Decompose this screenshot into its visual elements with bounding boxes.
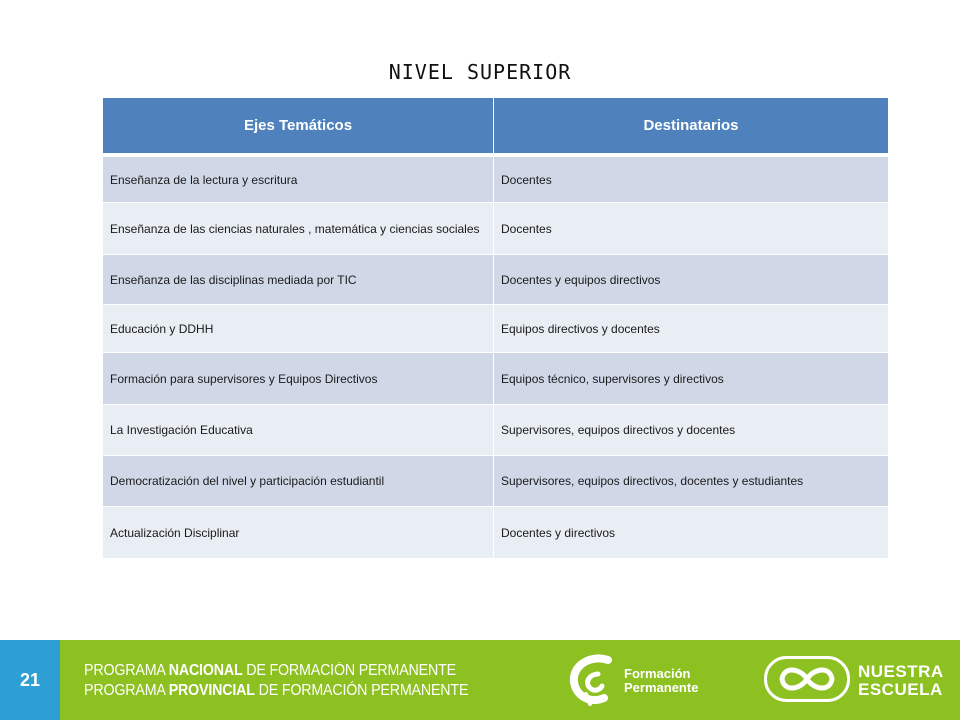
slide-title: NIVEL SUPERIOR <box>388 60 572 84</box>
logo1-line2: Permanente <box>624 680 699 695</box>
logo2-line1: NUESTRA <box>858 662 944 681</box>
footer-bar <box>0 640 960 720</box>
table-row <box>103 352 888 404</box>
table-row <box>103 506 888 558</box>
table-row <box>103 404 888 455</box>
cell-destinatarios: Equipos técnico, supervisores y directivos <box>493 352 888 404</box>
cell-destinatarios: Docentes <box>493 156 888 202</box>
table-row <box>103 254 888 304</box>
table-header-row <box>103 98 888 156</box>
topics-table <box>103 98 888 558</box>
cell-eje: Enseñanza de la lectura y escritura <box>103 156 493 202</box>
cell-destinatarios: Equipos directivos y docentes <box>493 304 888 352</box>
cell-destinatarios: Supervisores, equipos directivos y docentes <box>493 404 888 455</box>
table-row <box>103 156 888 202</box>
cell-eje: La Investigación Educativa <box>103 404 493 455</box>
cell-destinatarios: Docentes y equipos directivos <box>493 254 888 304</box>
table-row <box>103 455 888 506</box>
cell-destinatarios: Docentes <box>493 202 888 254</box>
cell-destinatarios: Supervisores, equipos directivos, docentes y estudiantes <box>493 455 888 506</box>
logo1-line1: Formación <box>624 666 691 681</box>
cell-eje: Democratización del nivel y participación estudiantil <box>103 455 493 506</box>
cell-eje: Formación para supervisores y Equipos Directivos <box>103 352 493 404</box>
cell-eje: Enseñanza de las ciencias naturales , matemática y ciencias sociales <box>103 202 493 254</box>
cell-eje: Enseñanza de las disciplinas mediada por TIC <box>103 254 493 304</box>
formacion-permanente-logo <box>568 654 698 708</box>
nuestra-escuela-logo <box>764 654 944 708</box>
program-names <box>84 661 468 701</box>
formacion-permanente-logo-icon <box>568 652 618 711</box>
table-row <box>103 304 888 352</box>
page-number: 21 <box>0 640 60 720</box>
cell-eje: Educación y DDHH <box>103 304 493 352</box>
table-row <box>103 202 888 254</box>
header-ejes-tematicos: Ejes Temáticos <box>103 98 493 156</box>
program-line-nacional: PROGRAMA NACIONAL DE FORMACIÓN PERMANENTE <box>84 662 456 679</box>
header-destinatarios: Destinatarios <box>493 98 888 156</box>
nuestra-escuela-infinity-logo-icon <box>764 656 850 707</box>
logo2-line2: ESCUELA <box>858 680 943 699</box>
cell-eje: Actualización Disciplinar <box>103 506 493 558</box>
program-line-provincial: PROGRAMA PROVINCIAL DE FORMACIÓN PERMANENTE <box>84 682 469 699</box>
cell-destinatarios: Docentes y directivos <box>493 506 888 558</box>
